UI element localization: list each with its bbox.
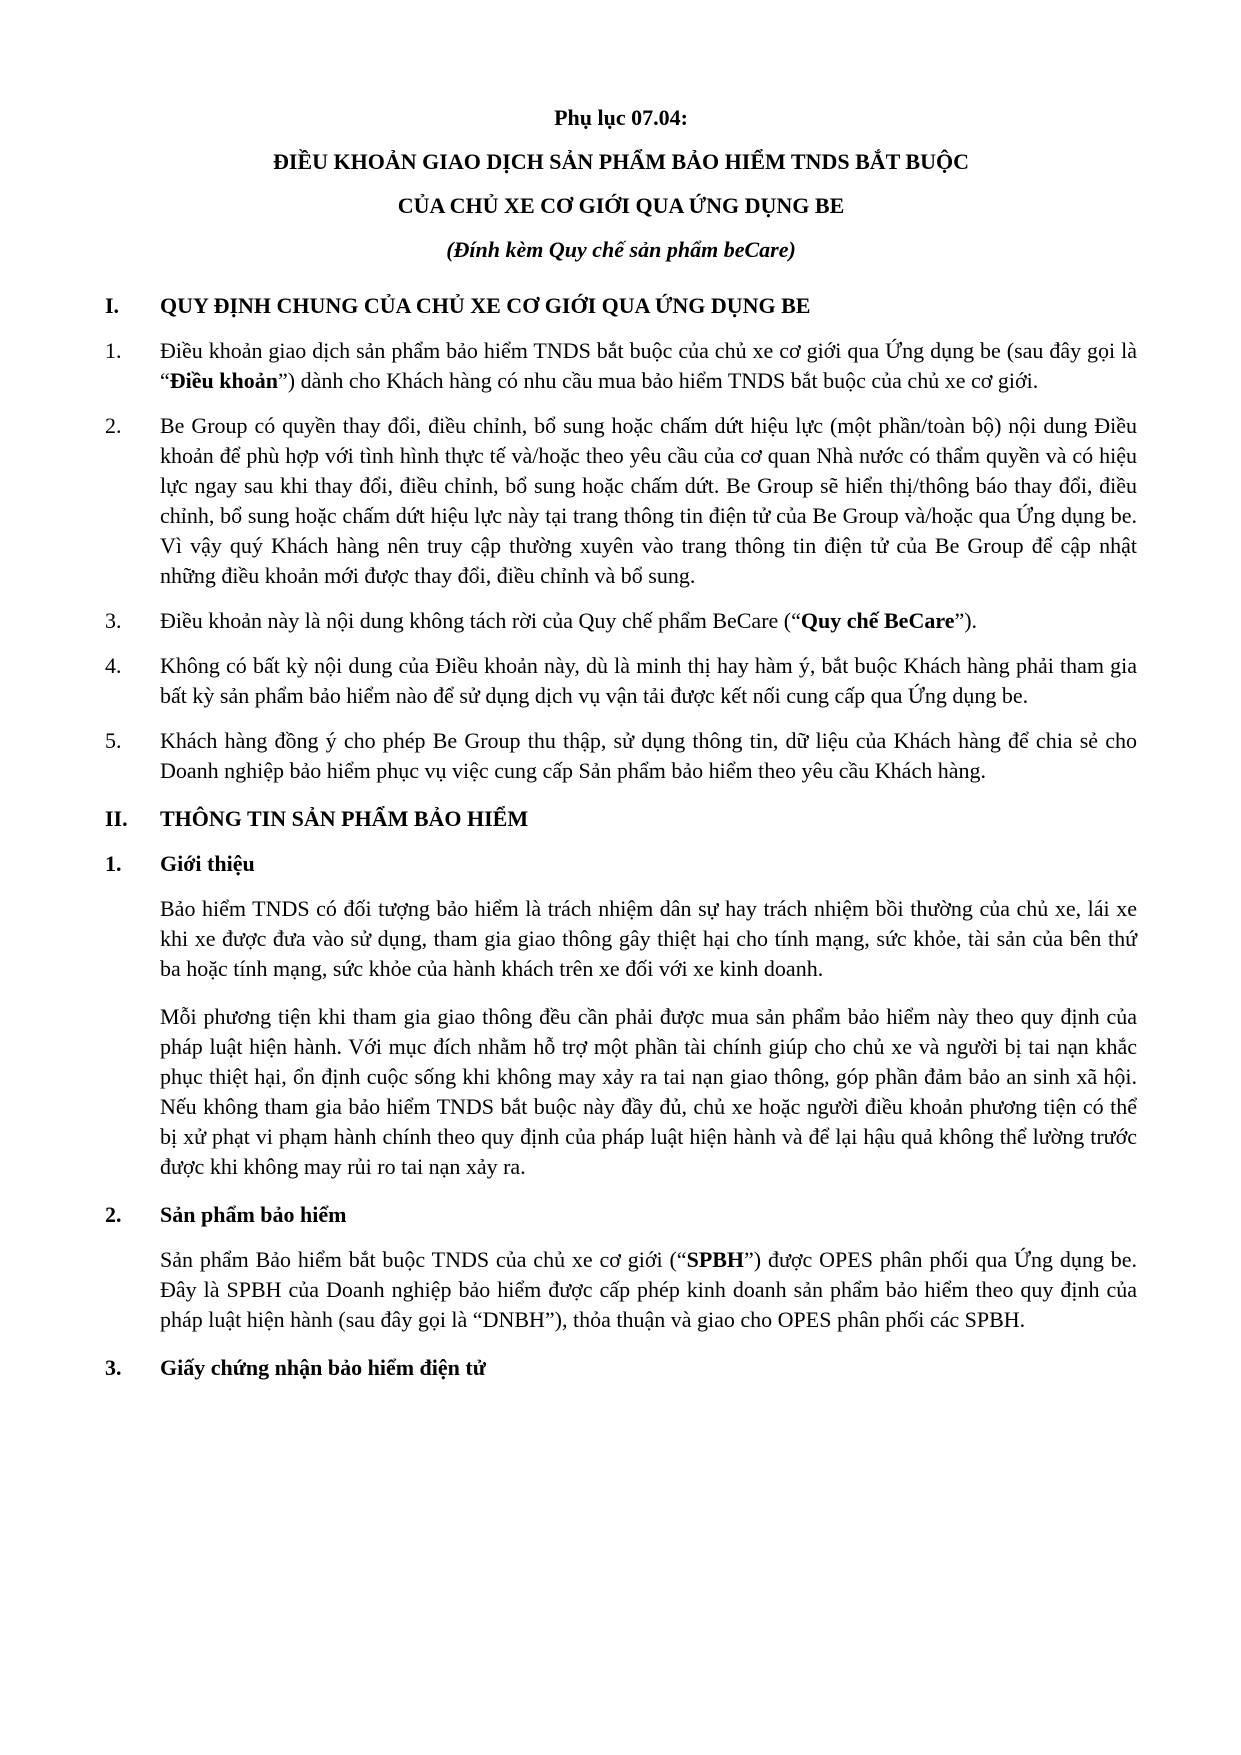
document-header xyxy=(105,103,1137,265)
subsection-title: Sản phẩm bảo hiểm xyxy=(160,1202,347,1227)
clause-text xyxy=(160,651,1137,711)
clause-number: 5. xyxy=(105,728,122,753)
text-run: ”) dành cho Khách hàng có nhu cầu mua bảo hiểm TNDS bắt buộc của chủ xe cơ giới. xyxy=(277,368,1039,393)
numbered-clause xyxy=(105,651,1137,711)
subsection-number: 3. xyxy=(105,1355,122,1380)
text-run: Điều khoản này là nội dung không tách rời của Quy chế phẩm BeCare (“ xyxy=(160,608,801,633)
clause-text xyxy=(160,411,1137,591)
text-run: Khách hàng đồng ý cho phép Be Group thu thập, sử dụng thông tin, dữ liệu của Khách hàng để chia sẻ cho Doanh nghiệp bảo hiểm phục vụ việc cung cấp Sản phẩm bảo hiểm theo yêu cầu Khách hàng. xyxy=(160,728,1137,783)
text-run: Điều khoản giao dịch sản phẩm bảo hiểm TNDS bắt buộc của chủ xe cơ giới qua Ứng dụng be (sau đây gọi là “ xyxy=(160,338,1137,393)
text-run: Sản phẩm Bảo hiểm bắt buộc TNDS của chủ xe cơ giới (“ xyxy=(160,1247,687,1272)
subsection-title: Giấy chứng nhận bảo hiểm điện tử xyxy=(160,1355,486,1380)
emphasized-text: Quy chế BeCare xyxy=(800,608,955,633)
emphasized-text: Điều khoản xyxy=(169,368,278,393)
section-title: QUY ĐỊNH CHUNG CỦA CHỦ XE CƠ GIỚI QUA ỨNG DỤNG BE xyxy=(160,293,811,318)
clause-text xyxy=(160,726,1137,786)
text-run: ”) được OPES phân phối qua Ứng dụng be. Đây là SPBH của Doanh nghiệp bảo hiểm được cấp phép kinh doanh sản phẩm bảo hiểm theo quy định của pháp luật hiện hành (sau đây gọi là “DNBH”), thỏa thuận và giao cho OPES phân phối các SPBH. xyxy=(160,1247,1138,1332)
clause-number: 1. xyxy=(105,338,122,363)
section-title: THÔNG TIN SẢN PHẨM BẢO HIỂM xyxy=(160,806,529,831)
section-number: I. xyxy=(105,293,120,318)
text-run: Bảo hiểm TNDS có đối tượng bảo hiểm là trách nhiệm dân sự hay trách nhiệm bồi thường của chủ xe, lái xe khi xe được đưa vào sử dụng, tham gia giao thông gây thiệt hại cho tính mạng, sức khỏe, tài sản của bên thứ ba hoặc tính mạng, sức khỏe của hành khách trên xe đối với xe kinh doanh. xyxy=(160,896,1137,981)
paragraph xyxy=(160,1245,1137,1335)
text-run: ”). xyxy=(954,608,978,633)
subsection-heading xyxy=(105,1200,1137,1230)
subsection-title: Giới thiệu xyxy=(160,851,255,876)
subsection-number: 1. xyxy=(105,851,122,876)
document-subtitle: (Đính kèm Quy chế sản phẩm beCare) xyxy=(446,237,796,262)
clause-text xyxy=(160,336,1137,396)
emphasized-text: SPBH xyxy=(686,1247,745,1272)
subsection-number: 2. xyxy=(105,1202,122,1227)
document-title-line1: ĐIỀU KHOẢN GIAO DỊCH SẢN PHẨM BẢO HIỂM TNDS BẮT BUỘC xyxy=(273,149,969,174)
clause-text xyxy=(160,606,1137,636)
numbered-clause xyxy=(105,606,1137,636)
appendix-label: Phụ lục 07.04: xyxy=(554,105,688,130)
text-run: Mỗi phương tiện khi tham gia giao thông đều cần phải được mua sản phẩm bảo hiểm này theo quy định của pháp luật hiện hành. Với mục đích nhằm hỗ trợ một phần tài chính giúp cho chủ xe và người bị tai nạn khắc phục thiệt hại, ổn định cuộc sống khi không may xảy ra tai nạn giao thông, góp phần đảm bảo an sinh xã hội. Nếu không tham gia bảo hiểm TNDS bắt buộc này đầy đủ, chủ xe hoặc người điều khoản phương tiện có thể bị xử phạt vi phạm hành chính theo quy định của pháp luật hiện hành và để lại hậu quả không thể lường trước được khi không may rủi ro tai nạn xảy ra. xyxy=(160,1004,1137,1179)
subsection-heading xyxy=(105,1353,1137,1383)
clause-number: 4. xyxy=(105,653,122,678)
section-heading xyxy=(105,804,1137,834)
subsection-heading xyxy=(105,849,1137,879)
paragraph xyxy=(160,894,1137,984)
clause-number: 3. xyxy=(105,608,122,633)
document-title-line2: CỦA CHỦ XE CƠ GIỚI QUA ỨNG DỤNG BE xyxy=(397,193,845,218)
numbered-clause xyxy=(105,726,1137,786)
clause-number: 2. xyxy=(105,413,122,438)
document-body xyxy=(105,291,1137,1383)
paragraph xyxy=(160,1002,1137,1182)
numbered-clause xyxy=(105,336,1137,396)
text-run: Be Group có quyền thay đổi, điều chỉnh, bổ sung hoặc chấm dứt hiệu lực (một phần/toàn bộ) nội dung Điều khoản để phù hợp với tình hình thực tế và/hoặc theo yêu cầu của cơ quan Nhà nước có thẩm quyền và có hiệu lực ngay sau khi thay đổi, điều chỉnh, bổ sung hoặc chấm dứt. Be Group sẽ hiển thị/thông báo thay đổi, điều chỉnh, bổ sung hoặc chấm dứt hiệu lực này tại trang thông tin điện tử của Be Group và/hoặc qua Ứng dụng be. Vì vậy quý Khách hàng nên truy cập thường xuyên vào trang thông tin điện tử của Be Group để cập nhật những điều khoản mới được thay đổi, điều chỉnh và bổ sung. xyxy=(160,413,1137,588)
section-number: II. xyxy=(105,806,128,831)
numbered-clause xyxy=(105,411,1137,591)
section-heading xyxy=(105,291,1137,321)
text-run: Không có bất kỳ nội dung của Điều khoản này, dù là minh thị hay hàm ý, bắt buộc Khách hàng phải tham gia bất kỳ sản phẩm bảo hiểm nào để sử dụng dịch vụ vận tải được kết nối cung cấp qua Ứng dụng be. xyxy=(160,653,1137,708)
